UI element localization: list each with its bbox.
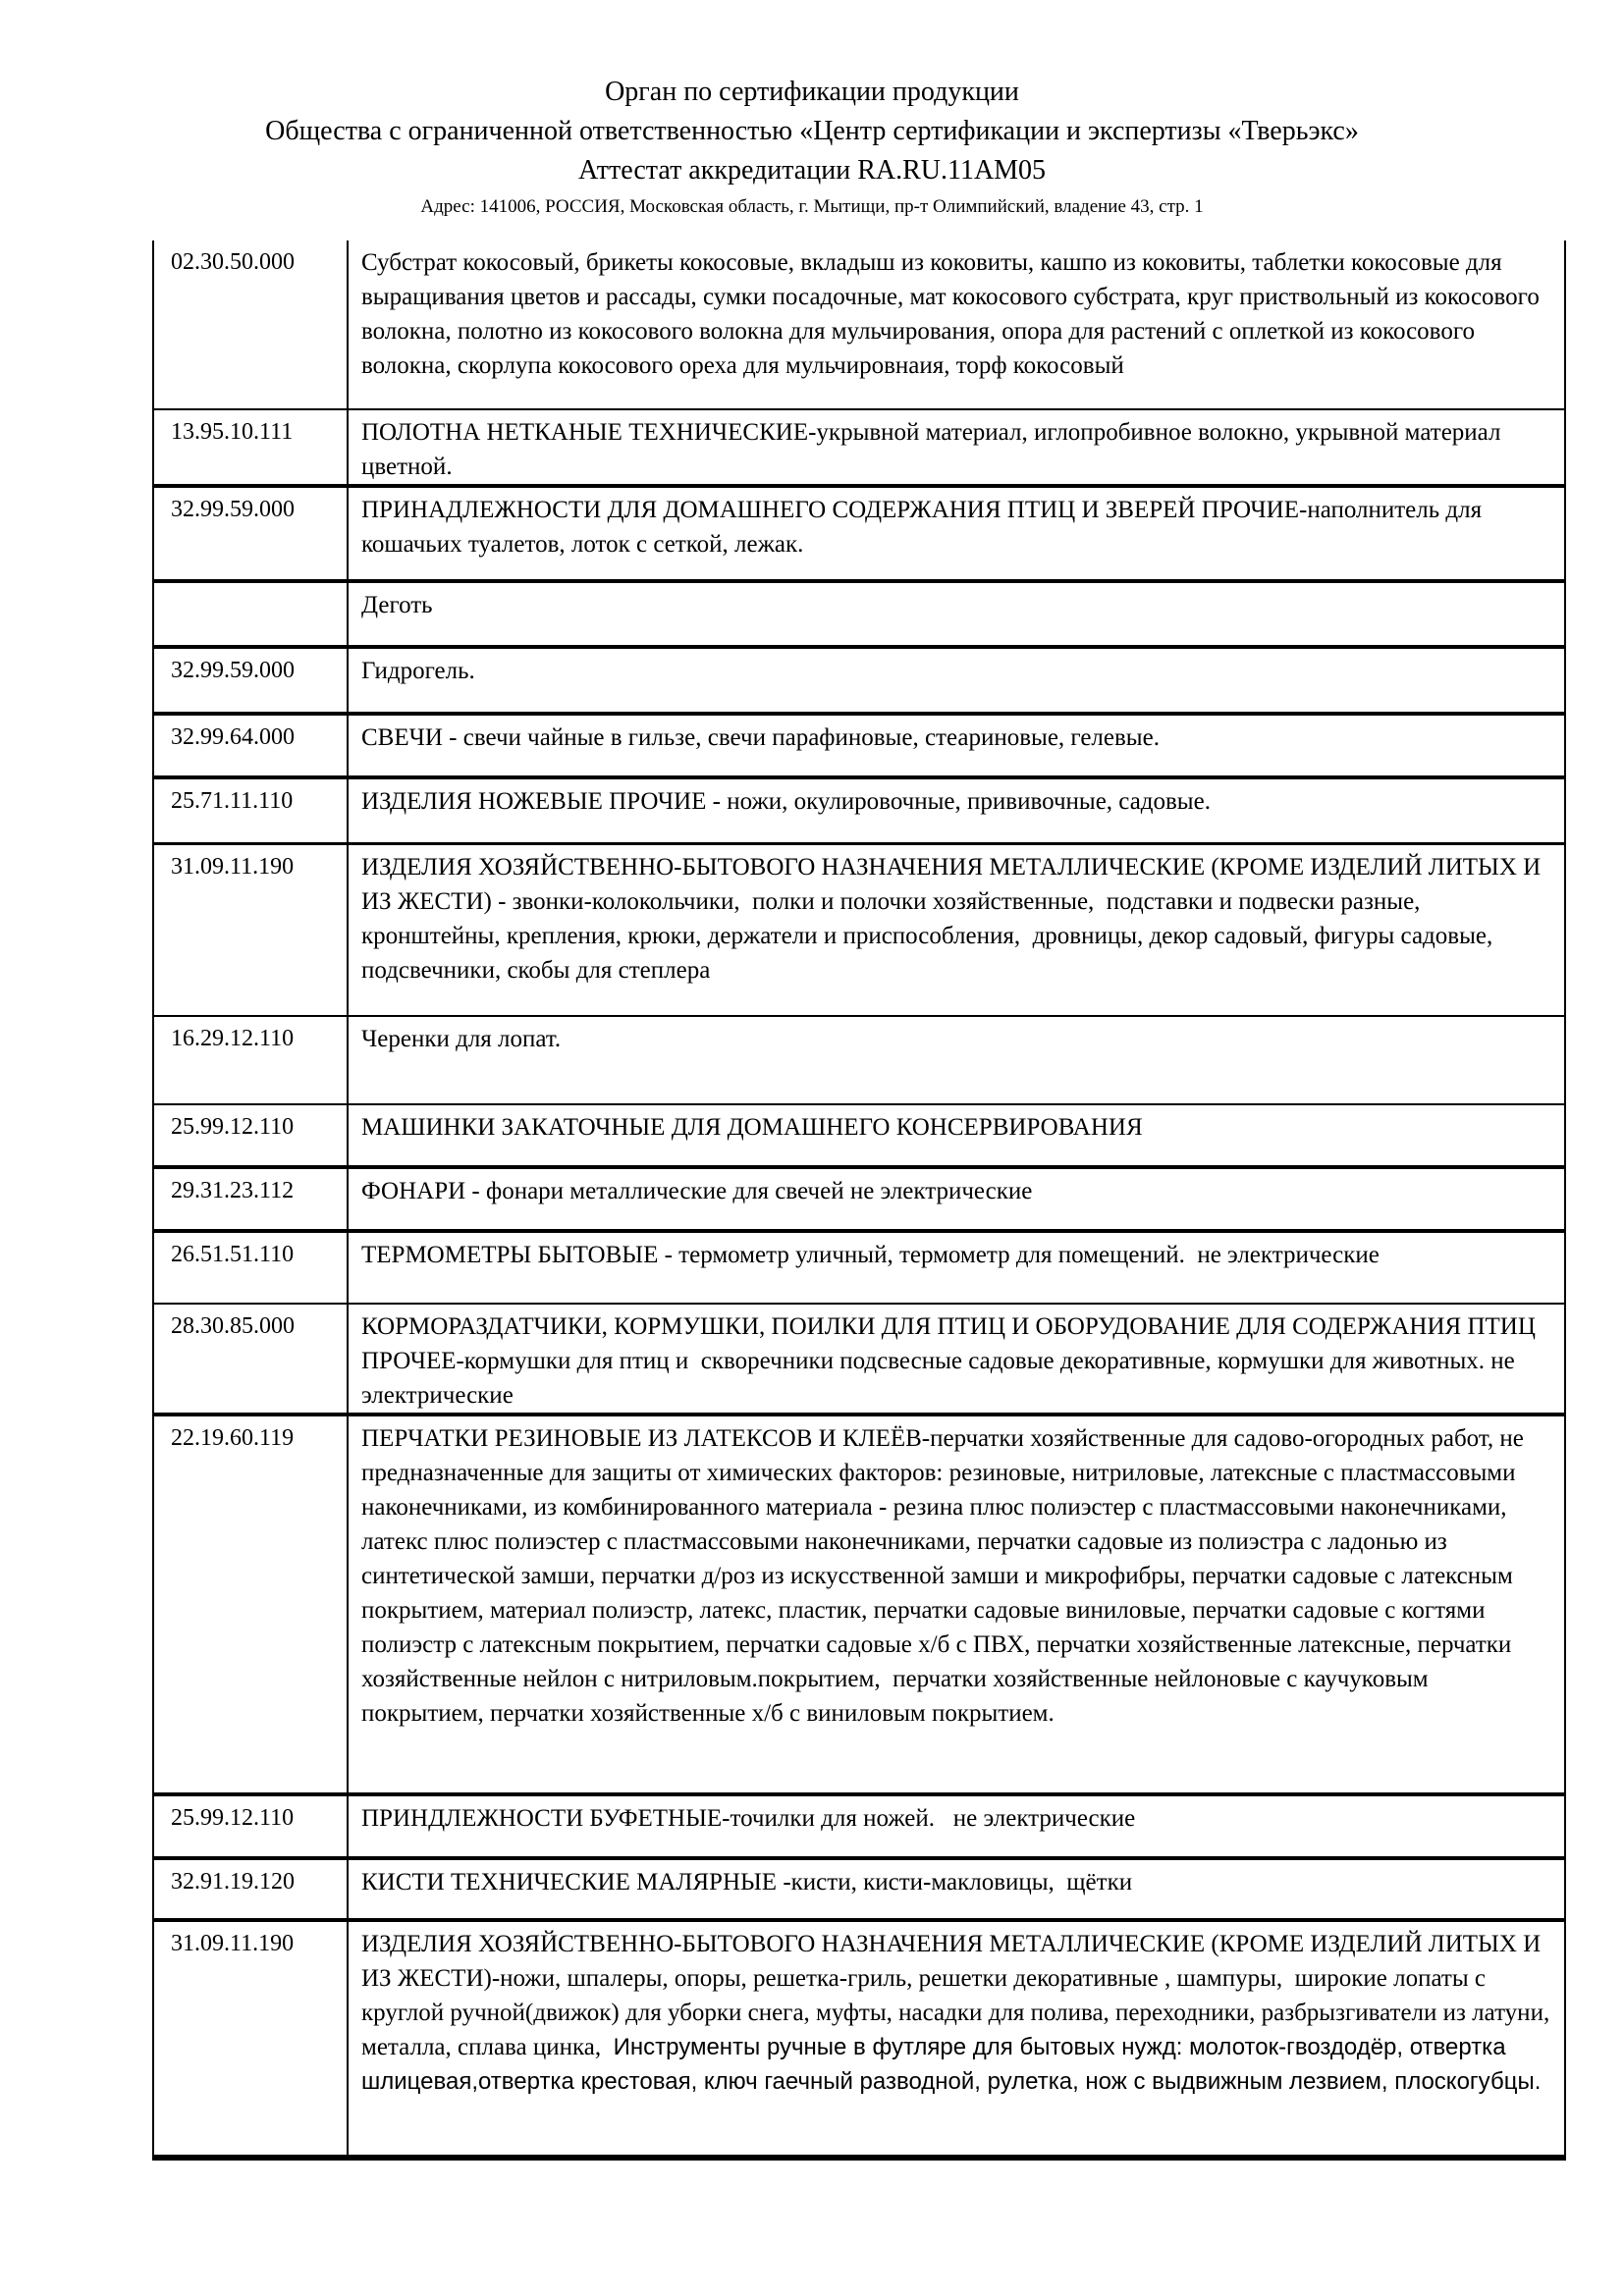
description-cell: Гидрогель.: [361, 658, 475, 684]
description-cell: ТЕРМОМЕТРЫ БЫТОВЫЕ - термометр уличный, термометр для помещений. не электрические: [361, 1242, 1380, 1268]
code-cell: 32.99.59.000: [154, 649, 349, 712]
code-cell: 25.99.12.110: [154, 1105, 349, 1165]
table-row: [154, 649, 1564, 716]
table-row: [154, 488, 1564, 583]
table-row: [154, 1416, 1564, 1796]
description-cell: ФОНАРИ - фонари металлические для свечей не электрические: [361, 1178, 1033, 1204]
code-cell: 28.30.85.000: [154, 1305, 349, 1413]
table-row: [154, 845, 1564, 1017]
description-cell: Деготь: [361, 592, 433, 618]
description-cell: КИСТИ ТЕХНИЧЕСКИЕ МАЛЯРНЫЕ -кисти, кисти-макловицы, щётки: [361, 1869, 1133, 1896]
code-cell: 32.99.64.000: [154, 716, 349, 775]
table-row: [154, 583, 1564, 649]
description-cell: Субстрат кокосовый, брикеты кокосовые, вкладыш из коковиты, кашпо из коковиты, таблетки кокосовые для выращивания цветов и рассады, сумки посадочные, мат кокосового субстрата, круг приствольный из кокосового волокна, полотно из кокосового волокна для мульчирования, опора для растений с оплеткой из кокосового волокна, скорлупа кокосового ореха для мульчировнаия, торф кокосовый: [361, 249, 1546, 379]
table-row: [154, 716, 1564, 779]
code-cell: 25.99.12.110: [154, 1796, 349, 1856]
description-cell: ПЕРЧАТКИ РЕЗИНОВЫЕ ИЗ ЛАТЕКСОВ И КЛЕЁВ-перчатки хозяйственные для садово-огородных работ, не предназначенные для защиты от химических факторов: резиновые, нитриловые, латексные с пластмассовыми наконечниками, из комбинированного материала - резина плюс полиэстер с пластмассовыми наконечниками, латекс плюс полиэстер с пластмассовыми наконечниками, перчатки садовые из полиэстра с ладонью из синтетической замши, перчатки д/роз из искусственной замши и микрофибры, перчатки садовые с латексным покрытием, материал полиэстр, латекс, пластик, перчатки садовые виниловые, перчатки садовые с когтями полиэстр с латексным покрытием, перчатки садовые х/б с ПВХ, перчатки хозяйственные латексные, перчатки хозяйственные нейлон с нитриловым.покрытием, перчатки хозяйственные нейлоновые с каучуковым покрытием, перчатки хозяйственные х/б с виниловым покрытием.: [361, 1425, 1531, 1727]
header-org-line-2: Общества с ограниченной ответственностью «Центр сертификации и экспертизы «Тверьэкс»: [265, 116, 1359, 146]
description-cell: МАШИНКИ ЗАКАТОЧНЫЕ ДЛЯ ДОМАШНЕГО КОНСЕРВИРОВАНИЯ: [361, 1114, 1143, 1141]
code-cell: 25.71.11.110: [154, 779, 349, 842]
description-cell: КОРМОРАЗДАТЧИКИ, КОРМУШКИ, ПОИЛКИ ДЛЯ ПТИЦ И ОБОРУДОВАНИЕ ДЛЯ СОДЕРЖАНИЯ ПТИЦ ПРОЧЕЕ-кормушки для птиц и скворечники подсвесные садовые декоративные, кормушки для животных. не электрические: [361, 1313, 1543, 1409]
description-sans-segment: Инструменты ручные в футляре для бытовых нужд: молоток-гвоздодёр, отвертка шлицевая,отвертка крестовая, ключ гаечный разводной, рулетка, нож с выдвижным лезвием, плоскогубцы.: [361, 2034, 1542, 2095]
description-cell: [349, 1922, 1564, 2155]
description-cell: ИЗДЕЛИЯ ХОЗЯЙСТВЕННО-БЫТОВОГО НАЗНАЧЕНИЯ МЕТАЛЛИЧЕСКИЕ (КРОМЕ ИЗДЕЛИЙ ЛИТЫХ И ИЗ ЖЕСТИ) - звонки-колокольчики, полки и полочки хозяйственные, подставки и подвески разные, кронштейны, крепления, крюки, держатели и приспособления, дровницы, декор садовый, фигуры садовые, подсвечники, скобы для степлера: [361, 854, 1547, 984]
table-row: [154, 240, 1564, 410]
table-row: [154, 779, 1564, 845]
description-cell: Черенки для лопат.: [361, 1026, 562, 1052]
header-accreditation-line: Аттестат аккредитации RA.RU.11АМ05: [577, 155, 1047, 186]
table-row: [154, 1305, 1564, 1416]
products-table: [152, 240, 1566, 2161]
table-row: [154, 1922, 1564, 2161]
code-cell: 31.09.11.190: [154, 845, 349, 1015]
code-cell: 32.91.19.120: [154, 1860, 349, 1918]
code-cell: 16.29.12.110: [154, 1017, 349, 1103]
description-cell: ИЗДЕЛИЯ НОЖЕВЫЕ ПРОЧИЕ - ножи, окулировочные, прививочные, садовые.: [361, 788, 1211, 815]
document-header: [0, 0, 1624, 221]
description-cell: ПРИНАДЛЕЖНОСТИ ДЛЯ ДОМАШНЕГО СОДЕРЖАНИЯ ПТИЦ И ЗВЕРЕЙ ПРОЧИЕ-наполнитель для кошачьих туалетов, лоток с сеткой, лежак.: [361, 497, 1489, 558]
table-row: [154, 410, 1564, 488]
code-cell: 29.31.23.112: [154, 1169, 349, 1229]
code-cell: 13.95.10.111: [154, 410, 349, 484]
code-cell: 31.09.11.190: [154, 1922, 349, 2155]
code-cell: 02.30.50.000: [154, 240, 349, 408]
code-cell: 32.99.59.000: [154, 488, 349, 579]
header-address-line: Адрес: 141006, РОССИЯ, Московская область, г. Мытищи, пр-т Олимпийский, владение 43, стр. 1: [420, 196, 1204, 217]
header-org-line-1: Орган по сертификации продукции: [605, 77, 1019, 107]
table-row: [154, 1233, 1564, 1305]
code-cell: 26.51.51.110: [154, 1233, 349, 1303]
description-cell: ПОЛОТНА НЕТКАНЫЕ ТЕХНИЧЕСКИЕ-укрывной материал, иглопробивное волокно, укрывной материал цветной.: [361, 419, 1507, 480]
code-cell: 22.19.60.119: [154, 1416, 349, 1792]
table-row: [154, 1105, 1564, 1169]
table-row: [154, 1796, 1564, 1860]
code-cell: [154, 583, 349, 645]
table-row: [154, 1169, 1564, 1233]
description-cell: ПРИНДЛЕЖНОСТИ БУФЕТНЫЕ-точилки для ножей. не электрические: [361, 1805, 1136, 1832]
table-row: [154, 1017, 1564, 1105]
description-serif-segment: ИЗДЕЛИЯ ХОЗЯЙСТВЕННО-БЫТОВОГО НАЗНАЧЕНИЯ МЕТАЛЛИЧЕСКИЕ (КРОМЕ ИЗДЕЛИЙ ЛИТЫХ И ИЗ ЖЕСТИ)-ножи, шпалеры, опоры, решетка-гриль, решетки декоративные , шампуры, широкие лопаты с круглой ручной(движок) для уборки снега, муфты, насадки для полива, переходники, разбрызгиватели из латуни, металла, сплава цинка,: [361, 1931, 1556, 2060]
table-row: [154, 1860, 1564, 1922]
description-cell: СВЕЧИ - свечи чайные в гильзе, свечи парафиновые, стеариновые, гелевые.: [361, 724, 1160, 751]
